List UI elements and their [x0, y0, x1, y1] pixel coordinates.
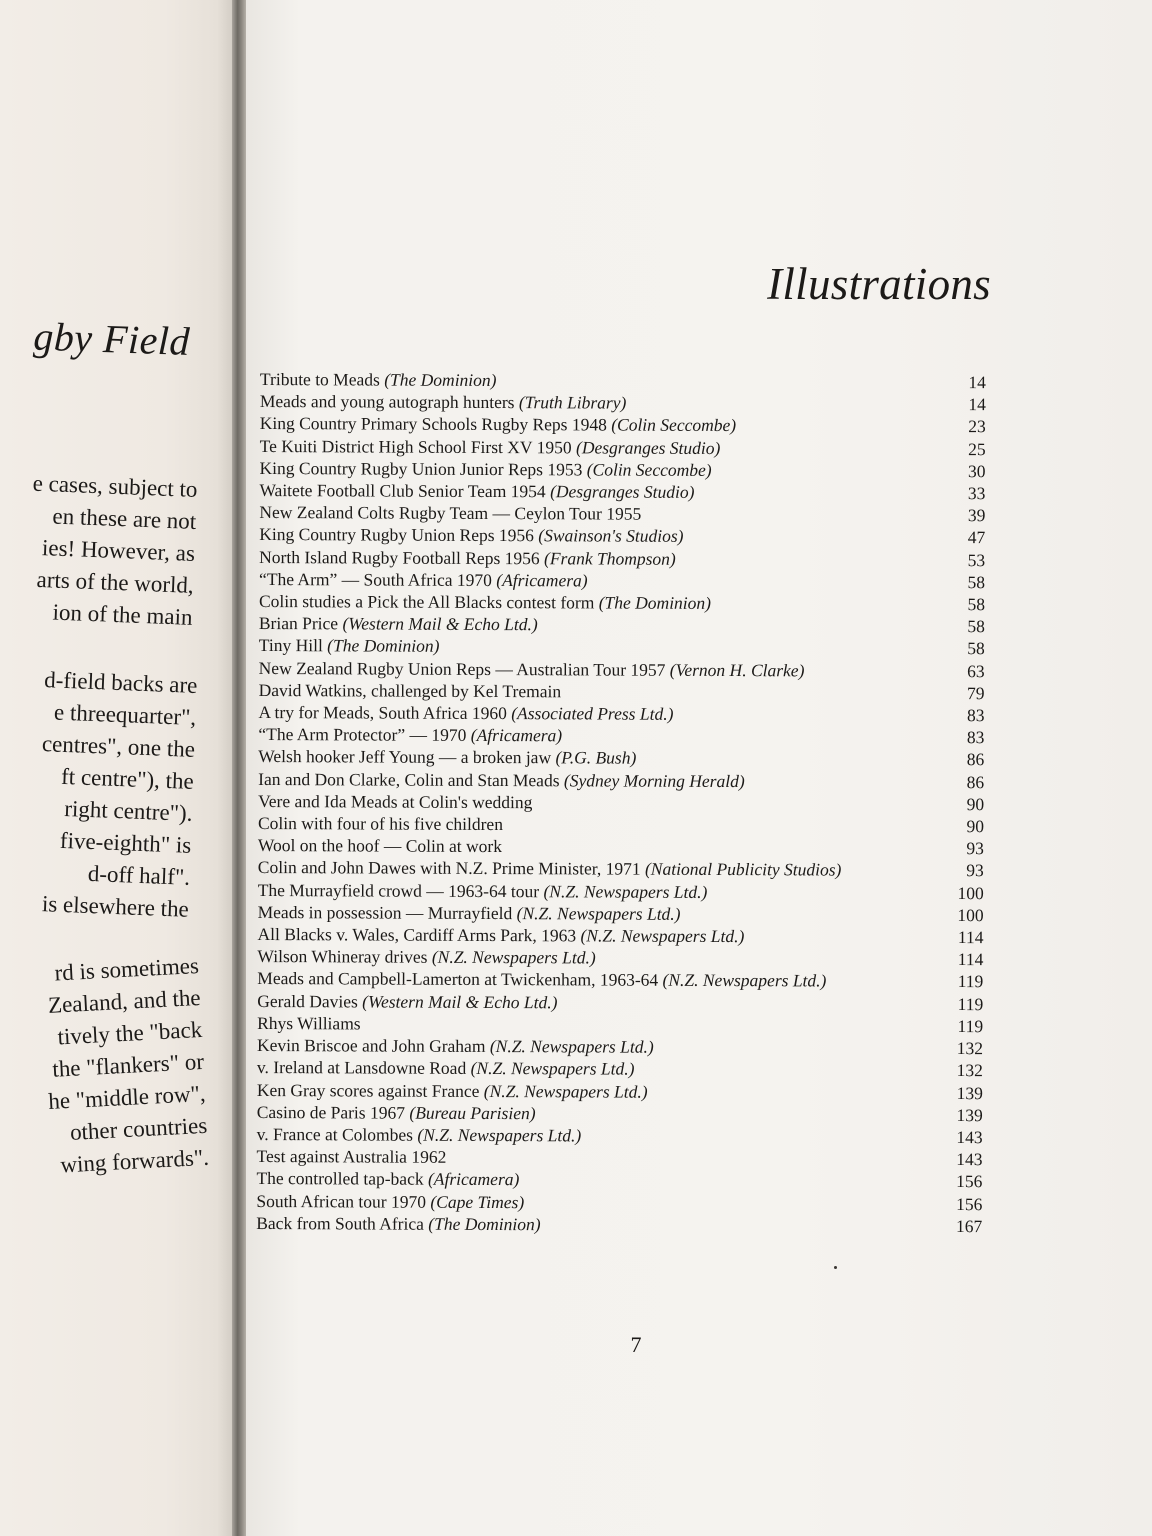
illustration-page-number: 58 — [967, 638, 985, 659]
illustration-page-number: 83 — [966, 727, 985, 748]
illustration-title: South African tour 1970 — [256, 1190, 427, 1212]
illustration-entry — [257, 1056, 989, 1081]
illustration-caption — [259, 634, 931, 659]
illustration-credit: (Colin Seccombe) — [611, 414, 737, 436]
illustration-caption — [258, 723, 930, 748]
illustration-page-number: 90 — [966, 793, 985, 815]
illustration-title: Te Kuiti District High School First XV 1950 — [259, 435, 572, 457]
illustration-caption — [257, 990, 929, 1015]
illustration-page-number: 119 — [957, 993, 984, 1014]
left-page-line: e threequarter", — [53, 699, 197, 730]
left-page-line: ies! However, as — [41, 535, 196, 566]
illustration-page-number: 63 — [967, 660, 985, 681]
left-page-line: other countries — [69, 1112, 208, 1145]
illustration-credit: (N.Z. Newspapers Ltd.) — [483, 1080, 648, 1102]
illustration-page-number: 30 — [968, 460, 986, 481]
illustration-caption — [259, 568, 931, 593]
illustration-credit: (Africamera) — [496, 569, 588, 591]
left-page-line: is elsewhere the — [41, 891, 190, 922]
illustration-title: “The Arm” — South Africa 1970 — [259, 568, 492, 590]
illustration-title: New Zealand Rugby Union Reps — Australian Tour 1957 — [258, 657, 666, 680]
illustration-page-number: 93 — [966, 860, 984, 881]
left-page-line: Zealand, and the — [47, 984, 202, 1018]
illustration-credit: (Colin Seccombe) — [586, 459, 712, 480]
illustration-credit: (Western Mail & Echo Ltd.) — [362, 991, 558, 1012]
left-page-line: ft centre"), the — [60, 763, 195, 794]
left-page-line: en these are not — [52, 503, 197, 534]
illustration-caption — [258, 790, 930, 815]
illustration-caption — [258, 856, 930, 881]
left-page-paragraph-3 — [0, 950, 210, 1187]
illustration-entry — [260, 390, 992, 415]
illustration-title: New Zealand Colts Rugby Team — Ceylon Tour 1955 — [259, 502, 642, 524]
illustration-credit: (National Publicity Studios) — [644, 859, 842, 881]
illustration-entry — [259, 657, 991, 682]
illustration-page-number: 58 — [967, 616, 985, 637]
illustration-caption — [259, 657, 931, 682]
illustration-entry — [259, 590, 991, 615]
illustration-page-number: 25 — [968, 438, 986, 459]
illustration-entry — [257, 1101, 989, 1126]
illustration-entry — [258, 901, 990, 926]
left-page-line: centres", one the — [41, 731, 196, 762]
illustration-credit: (The Dominion) — [327, 635, 440, 657]
illustration-title: Wool on the hoof — Colin at work — [257, 835, 503, 857]
illustration-title: King Country Primary Schools Rugby Reps 1948 — [259, 413, 607, 435]
illustration-title: Meads in possession — Murrayfield — [257, 901, 513, 923]
illustration-page-number: 83 — [966, 705, 985, 726]
illustration-entry — [257, 1012, 989, 1037]
illustration-entry — [257, 990, 989, 1015]
illustration-entry — [260, 412, 992, 437]
illustration-caption — [257, 1012, 929, 1037]
illustration-entry — [258, 834, 990, 859]
illustration-entry — [257, 1078, 989, 1103]
illustration-caption — [258, 812, 930, 837]
illustration-title: Meads and Campbell-Lamerton at Twickenham, 1963-64 — [257, 968, 659, 991]
illustration-title: Ian and Don Clarke, Colin and Stan Meads — [258, 768, 560, 790]
illustration-page-number: 90 — [966, 816, 985, 837]
illustration-credit: (N.Z. Newspapers Ltd.) — [543, 880, 708, 902]
illustration-credit: (Cape Times) — [430, 1191, 525, 1212]
illustration-credit: (N.Z. Newspapers Ltd.) — [662, 970, 827, 991]
illustration-credit: (N.Z. Newspapers Ltd.) — [417, 1124, 582, 1146]
illustration-title: Waitete Football Club Senior Team 1954 — [259, 480, 546, 502]
illustration-credit: (N.Z. Newspapers Ltd.) — [431, 947, 596, 968]
illustration-caption — [257, 945, 929, 970]
illustration-page-number: 132 — [956, 1038, 984, 1059]
illustration-title: Casino de Paris 1967 — [256, 1101, 406, 1123]
illustration-page-number: 39 — [967, 505, 986, 526]
illustration-title: A try for Meads, South Africa 1960 — [258, 702, 507, 724]
illustration-caption — [260, 368, 932, 393]
left-page-line: arts of the world, — [36, 566, 195, 598]
illustration-entry — [258, 812, 990, 837]
illustration-entry — [259, 612, 991, 637]
illustration-caption — [258, 768, 930, 793]
illustration-caption — [259, 523, 931, 548]
left-page-line: tively the "back — [56, 1016, 203, 1050]
illustration-entry — [259, 479, 991, 504]
illustration-page-number: 156 — [956, 1171, 983, 1192]
illustration-title: Back from South Africa — [256, 1212, 424, 1234]
illustration-title: Colin and John Dawes with N.Z. Prime Minister, 1971 — [257, 857, 641, 880]
illustration-page-number: 132 — [956, 1060, 983, 1081]
illustration-entry — [258, 723, 990, 748]
illustration-title: Kevin Briscoe and John Graham — [257, 1035, 486, 1057]
illustration-page-number: 53 — [967, 549, 986, 570]
illustration-page-number: 47 — [967, 527, 986, 548]
illustration-caption — [260, 435, 932, 460]
illustration-caption — [259, 590, 931, 615]
illustration-title: Tribute to Meads — [259, 369, 380, 390]
illustration-entry — [260, 368, 992, 393]
left-page-paragraph-2 — [0, 660, 198, 926]
illustration-caption — [256, 1167, 928, 1192]
illustration-page-number: 143 — [956, 1126, 983, 1148]
illustration-caption — [260, 390, 932, 415]
illustration-entry — [258, 768, 990, 793]
left-page-line: wing forwards". — [59, 1144, 210, 1178]
left-page-line: five-eighth" is — [59, 827, 192, 858]
illustration-title: Rhys Williams — [257, 1012, 361, 1034]
illustration-title: “The Arm Protector” — 1970 — [258, 724, 467, 746]
left-page-line: ion of the main — [52, 599, 193, 630]
illustration-caption — [259, 679, 931, 704]
illustration-title: v. Ireland at Lansdowne Road — [256, 1057, 467, 1079]
illustration-credit: (The Dominion) — [598, 592, 712, 614]
illustration-entry — [258, 856, 990, 881]
illustration-title: Meads and young autograph hunters — [259, 391, 515, 413]
illustration-entry — [256, 1190, 988, 1215]
illustration-page-number: 100 — [957, 882, 984, 903]
illustration-page-number: 119 — [957, 1015, 984, 1037]
illustration-title: King Country Rugby Union Junior Reps 1953 — [259, 457, 583, 480]
illustration-page-number: 139 — [956, 1104, 983, 1125]
illustration-entry — [257, 1034, 989, 1059]
left-page-line: he "middle row", — [47, 1080, 207, 1115]
illustration-credit: (P.G. Bush) — [555, 747, 637, 769]
illustration-page-number: 143 — [956, 1149, 983, 1170]
illustration-entry — [257, 923, 989, 948]
page-number: 7 — [630, 1332, 642, 1357]
illustration-caption — [259, 501, 931, 526]
print-speck — [834, 1266, 837, 1269]
illustration-entry — [259, 546, 991, 571]
left-page-line: d-field backs are — [43, 667, 198, 698]
illustration-caption — [256, 1212, 928, 1237]
illustration-title: Tiny Hill — [258, 635, 323, 656]
illustration-title: Welsh hooker Jeff Young — a broken jaw — [258, 746, 552, 768]
illustration-entry — [256, 1167, 988, 1192]
illustration-page-number: 23 — [968, 416, 986, 437]
illustration-entry — [259, 634, 991, 659]
illustration-page-number: 14 — [968, 372, 986, 393]
illustration-title: The Murrayfield crowd — 1963-64 tour — [257, 879, 540, 901]
illustration-title: David Watkins, challenged by Kel Tremain — [258, 679, 562, 702]
illustration-credit: (N.Z. Newspapers Ltd.) — [470, 1058, 635, 1079]
illustration-title: Colin studies a Pick the All Blacks contest form — [258, 591, 595, 613]
illustration-entry — [257, 1123, 989, 1148]
illustration-page-number: 79 — [967, 682, 985, 704]
illustration-page-number: 86 — [966, 771, 985, 792]
illustration-entry — [258, 879, 990, 904]
illustration-entry — [258, 790, 990, 815]
illustration-page-number: 167 — [955, 1215, 983, 1236]
illustration-page-number: 156 — [956, 1193, 983, 1214]
left-page-line: e cases, subject to — [32, 470, 198, 502]
illustration-caption — [259, 546, 931, 571]
illustration-credit: (Desgranges Studio) — [550, 481, 695, 502]
left-page-heading: gby Field — [32, 313, 191, 364]
page-title: Illustrations — [767, 259, 991, 309]
illustration-entry — [258, 745, 990, 770]
illustration-credit: (Western Mail & Echo Ltd.) — [342, 613, 538, 635]
illustration-entry — [258, 701, 990, 726]
illustration-page-number: 86 — [966, 749, 985, 770]
illustration-credit: (N.Z. Newspapers Ltd.) — [489, 1036, 654, 1057]
illustration-title: All Blacks v. Wales, Cardiff Arms Park, 1963 — [257, 924, 577, 946]
illustration-caption — [259, 612, 931, 637]
illustration-entry — [260, 457, 992, 482]
illustration-caption — [257, 1101, 929, 1126]
illustration-entry — [259, 568, 991, 593]
left-page-line: the "flankers" or — [51, 1048, 205, 1082]
illustration-caption — [258, 701, 930, 726]
illustration-title: Gerald Davies — [257, 990, 358, 1012]
illustration-credit: (Frank Thompson) — [543, 547, 676, 569]
left-page-line: rd is sometimes — [53, 952, 200, 986]
illustration-credit: (Associated Press Ltd.) — [511, 703, 674, 724]
illustration-page-number: 114 — [957, 949, 984, 970]
illustration-title: North Island Rugby Football Reps 1956 — [259, 546, 540, 568]
illustration-entry — [260, 435, 992, 460]
illustration-entry — [259, 679, 991, 704]
illustration-caption — [260, 457, 932, 482]
illustration-credit: (Desgranges Studio) — [575, 436, 721, 458]
left-page-paragraph-1 — [0, 464, 198, 634]
illustration-caption — [258, 879, 930, 904]
illustration-caption — [257, 1078, 929, 1103]
illustration-entry — [257, 1145, 989, 1170]
illustration-credit: (N.Z. Newspapers Ltd.) — [580, 925, 745, 947]
illustration-caption — [257, 967, 929, 992]
illustration-title: Test against Australia 1962 — [256, 1146, 447, 1167]
illustration-page-number: 100 — [957, 904, 984, 926]
illustration-page-number: 139 — [956, 1082, 983, 1103]
illustration-credit: (The Dominion) — [428, 1213, 541, 1234]
illustration-caption — [258, 901, 930, 926]
left-page — [0, 0, 236, 1536]
illustration-credit: (Swainson's Studios) — [538, 525, 684, 547]
illustration-credit: (Vernon H. Clarke) — [669, 659, 805, 681]
illustration-caption — [257, 1145, 929, 1170]
illustration-credit: (Sydney Morning Herald) — [563, 769, 745, 791]
illustration-credit: (Africamera) — [427, 1169, 520, 1190]
left-page-line: d-off half". — [87, 860, 191, 890]
illustration-page-number: 58 — [967, 571, 986, 592]
illustration-credit: (The Dominion) — [384, 369, 497, 391]
illustration-caption — [259, 479, 931, 504]
illustration-caption — [258, 745, 930, 770]
illustration-caption — [257, 1056, 929, 1081]
illustration-title: Colin with four of his five children — [257, 813, 504, 835]
illustration-title: Wilson Whineray drives — [257, 946, 428, 968]
illustration-caption — [260, 412, 932, 437]
illustration-entry — [259, 523, 991, 548]
illustration-title: King Country Rugby Union Reps 1956 — [259, 524, 534, 546]
illustration-title: v. France at Colombes — [256, 1123, 414, 1145]
right-page — [246, 0, 1152, 1536]
illustration-credit: (Bureau Parisien) — [409, 1102, 536, 1123]
illustration-caption — [256, 1190, 928, 1215]
illustration-title: The controlled tap-back — [256, 1168, 424, 1190]
illustration-caption — [257, 923, 929, 948]
illustration-title: Vere and Ida Meads at Colin's wedding — [258, 790, 533, 813]
illustration-entry — [259, 501, 991, 526]
illustrations-list — [256, 368, 992, 1237]
illustration-credit: (N.Z. Newspapers Ltd.) — [516, 903, 681, 924]
illustration-page-number: 93 — [966, 838, 984, 859]
illustration-caption — [258, 834, 930, 859]
illustration-caption — [257, 1034, 929, 1059]
illustration-title: Brian Price — [258, 613, 339, 634]
left-page-line: right centre"). — [63, 795, 193, 826]
illustration-entry — [256, 1212, 988, 1237]
illustration-entry — [257, 967, 989, 992]
illustration-credit: (Truth Library) — [518, 392, 627, 413]
illustration-entry — [257, 945, 989, 970]
illustration-page-number: 14 — [968, 394, 986, 415]
illustration-page-number: 33 — [967, 483, 986, 504]
illustration-caption — [257, 1123, 929, 1148]
illustration-page-number: 119 — [957, 971, 984, 992]
illustration-page-number: 114 — [957, 927, 984, 948]
illustration-page-number: 58 — [967, 594, 986, 615]
illustration-title: Ken Gray scores against France — [256, 1079, 480, 1101]
illustration-credit: (Africamera) — [470, 725, 563, 746]
